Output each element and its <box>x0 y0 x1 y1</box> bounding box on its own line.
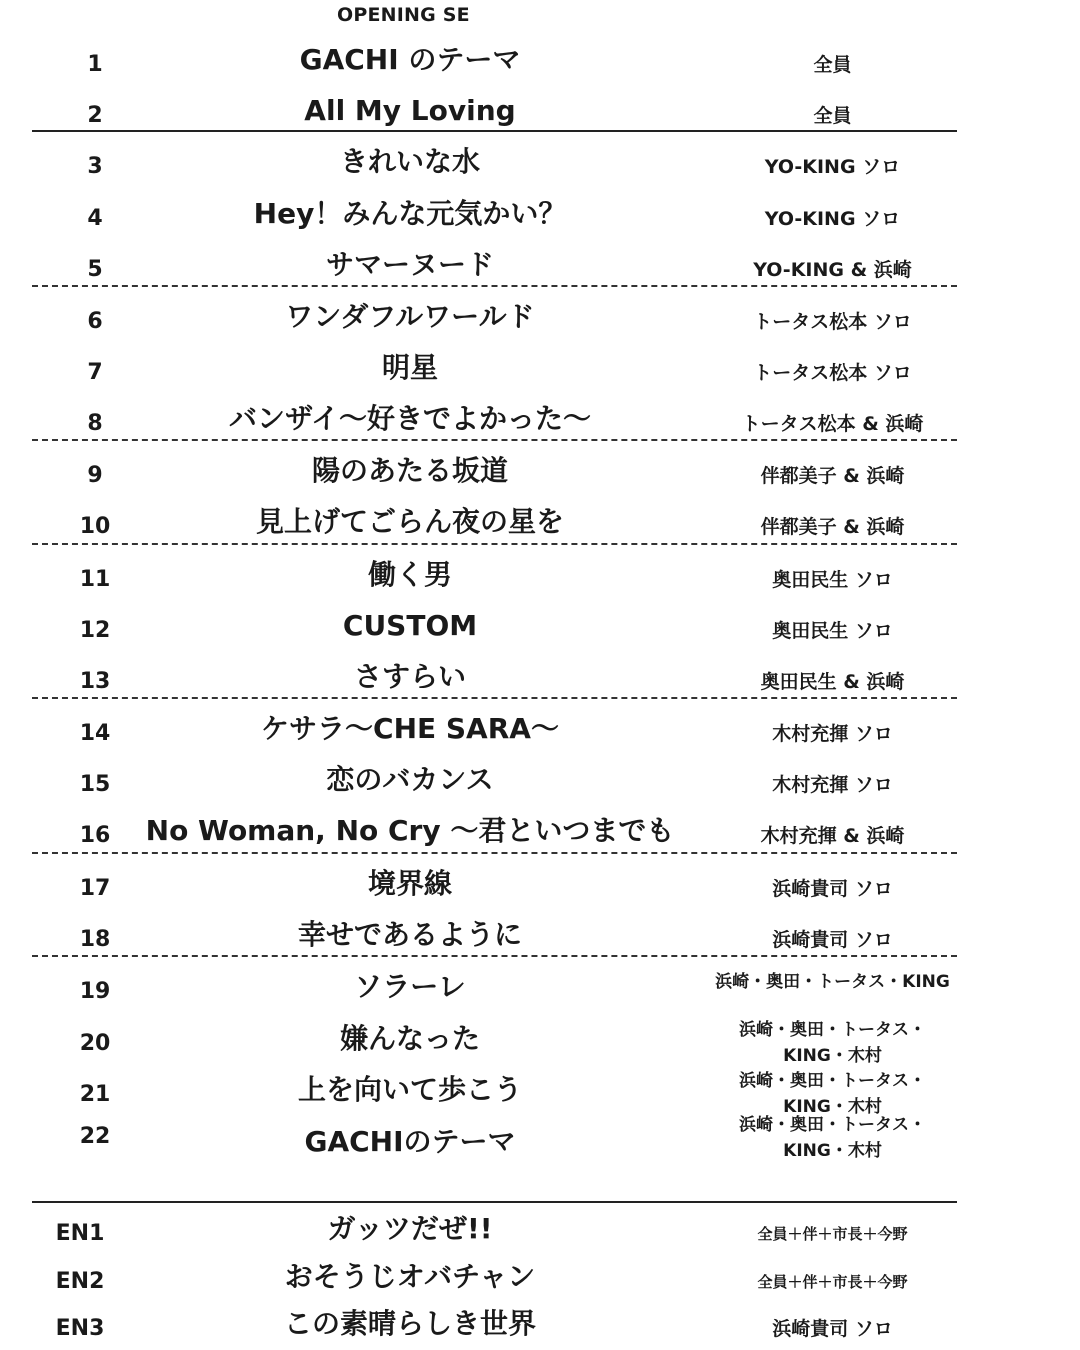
song-title: 明星 <box>381 351 438 384</box>
song-performer: トータス松本 ソロ <box>753 311 912 333</box>
section-divider <box>32 285 957 287</box>
song-number: 15 <box>79 772 111 797</box>
performer-line: 浜崎・奥田・トータス・ <box>739 1115 926 1135</box>
song-number: EN2 <box>55 1269 105 1294</box>
song-performer: 全員＋伴＋市長＋今野 <box>757 1225 908 1243</box>
section-divider <box>32 697 957 699</box>
song-title: おそうじオバチャン <box>284 1260 536 1293</box>
section-divider <box>32 955 957 957</box>
opening-se-label: OPENING SE <box>337 4 470 26</box>
song-performer: 伴都美子 & 浜崎 <box>760 465 905 487</box>
song-number: 8 <box>87 411 103 436</box>
song-performer: 全員 <box>813 54 852 76</box>
song-number: 11 <box>79 567 111 592</box>
song-title: 働く男 <box>367 558 452 591</box>
song-title: Hey！みんな元気かい？ <box>253 197 567 230</box>
song-performer: トータス松本 ソロ <box>753 362 912 384</box>
section-divider <box>32 543 957 545</box>
performer-line: KING・木村 <box>783 1097 882 1117</box>
song-number: 1 <box>87 52 103 77</box>
song-performer: 木村充揮 & 浜崎 <box>760 825 905 847</box>
song-performer: 全員 <box>813 105 852 127</box>
song-performer: 浜崎貴司 ソロ <box>772 929 893 951</box>
song-title: GACHI のテーマ <box>299 43 521 76</box>
song-number: 4 <box>87 206 103 231</box>
song-number: 18 <box>79 927 111 952</box>
song-number: EN3 <box>55 1316 105 1341</box>
song-title: 見上げてごらん夜の星を <box>255 505 564 538</box>
song-performer: YO-KING ソロ <box>764 208 901 230</box>
song-performer: トータス松本 & 浜崎 <box>741 413 924 435</box>
song-title: All My Loving <box>304 94 516 127</box>
song-performer: 奥田民生 ソロ <box>772 569 893 591</box>
song-title: GACHIのテーマ <box>304 1125 516 1158</box>
song-performer: 浜崎貴司 ソロ <box>772 1318 893 1340</box>
song-number: 3 <box>87 154 103 179</box>
song-performer: 奥田民生 ソロ <box>772 620 893 642</box>
song-performer: 浜崎・奥田・トータス・KING <box>715 972 950 992</box>
song-number: 17 <box>79 876 111 901</box>
song-performer: 木村充揮 ソロ <box>772 723 893 745</box>
song-performer: YO-KING ソロ <box>764 156 901 178</box>
song-number: 12 <box>79 618 111 643</box>
section-divider <box>32 852 957 854</box>
song-title: ケサラ〜CHE SARA〜 <box>261 712 559 745</box>
song-title: この素晴らしき世界 <box>283 1307 536 1340</box>
song-title: きれいな水 <box>339 145 480 178</box>
song-title: さすらい <box>353 660 466 693</box>
song-performer: 奥田民生 & 浜崎 <box>760 671 905 693</box>
song-number: 20 <box>79 1031 111 1056</box>
song-number: 5 <box>87 257 103 282</box>
song-title: サマーヌード <box>325 248 494 281</box>
song-title: CUSTOM <box>342 609 478 642</box>
song-number: EN1 <box>55 1221 105 1246</box>
song-title: 上を向いて歩こう <box>297 1073 522 1106</box>
song-performer: 伴都美子 & 浜崎 <box>760 516 905 538</box>
song-title: ガッツだぜ!! <box>327 1212 493 1245</box>
song-number: 10 <box>79 514 111 539</box>
performer-line: KING・木村 <box>783 1141 882 1161</box>
song-title: バンザイ〜好きでよかった〜 <box>228 402 592 435</box>
song-number: 13 <box>79 669 111 694</box>
song-number: 16 <box>79 823 111 848</box>
song-title: ソラーレ <box>354 970 466 1003</box>
performer-line: KING・木村 <box>783 1046 882 1066</box>
song-number: 21 <box>79 1082 111 1107</box>
section-divider <box>32 130 957 132</box>
song-number: 7 <box>87 360 103 385</box>
song-title: ワンダフルワールド <box>285 300 535 333</box>
section-divider <box>32 439 957 441</box>
song-number: 14 <box>79 721 111 746</box>
song-title: No Woman, No Cry 〜君といつまでも <box>145 814 675 847</box>
performer-line: 浜崎・奥田・トータス・ <box>739 1071 926 1091</box>
song-title: 恋のバカンス <box>326 763 494 796</box>
song-performer: 全員＋伴＋市長＋今野 <box>757 1273 908 1291</box>
encore-divider <box>32 1201 957 1203</box>
song-number: 6 <box>87 309 103 334</box>
song-number: 9 <box>87 463 103 488</box>
song-performer <box>700 1017 965 1069</box>
song-title: 境界線 <box>367 867 452 900</box>
song-performer: YO-KING & 浜崎 <box>753 259 912 281</box>
song-number: 2 <box>87 103 103 128</box>
song-performer <box>700 1112 965 1164</box>
song-title: 陽のあたる坂道 <box>311 454 508 487</box>
performer-line: 浜崎・奥田・トータス・ <box>739 1020 926 1040</box>
song-number: 19 <box>79 979 111 1004</box>
song-title: 幸せであるように <box>297 918 522 951</box>
song-performer: 浜崎貴司 ソロ <box>772 878 893 900</box>
song-title: 嫌んなった <box>339 1022 480 1055</box>
song-performer: 木村充揮 ソロ <box>772 774 893 796</box>
song-number: 22 <box>79 1124 111 1149</box>
